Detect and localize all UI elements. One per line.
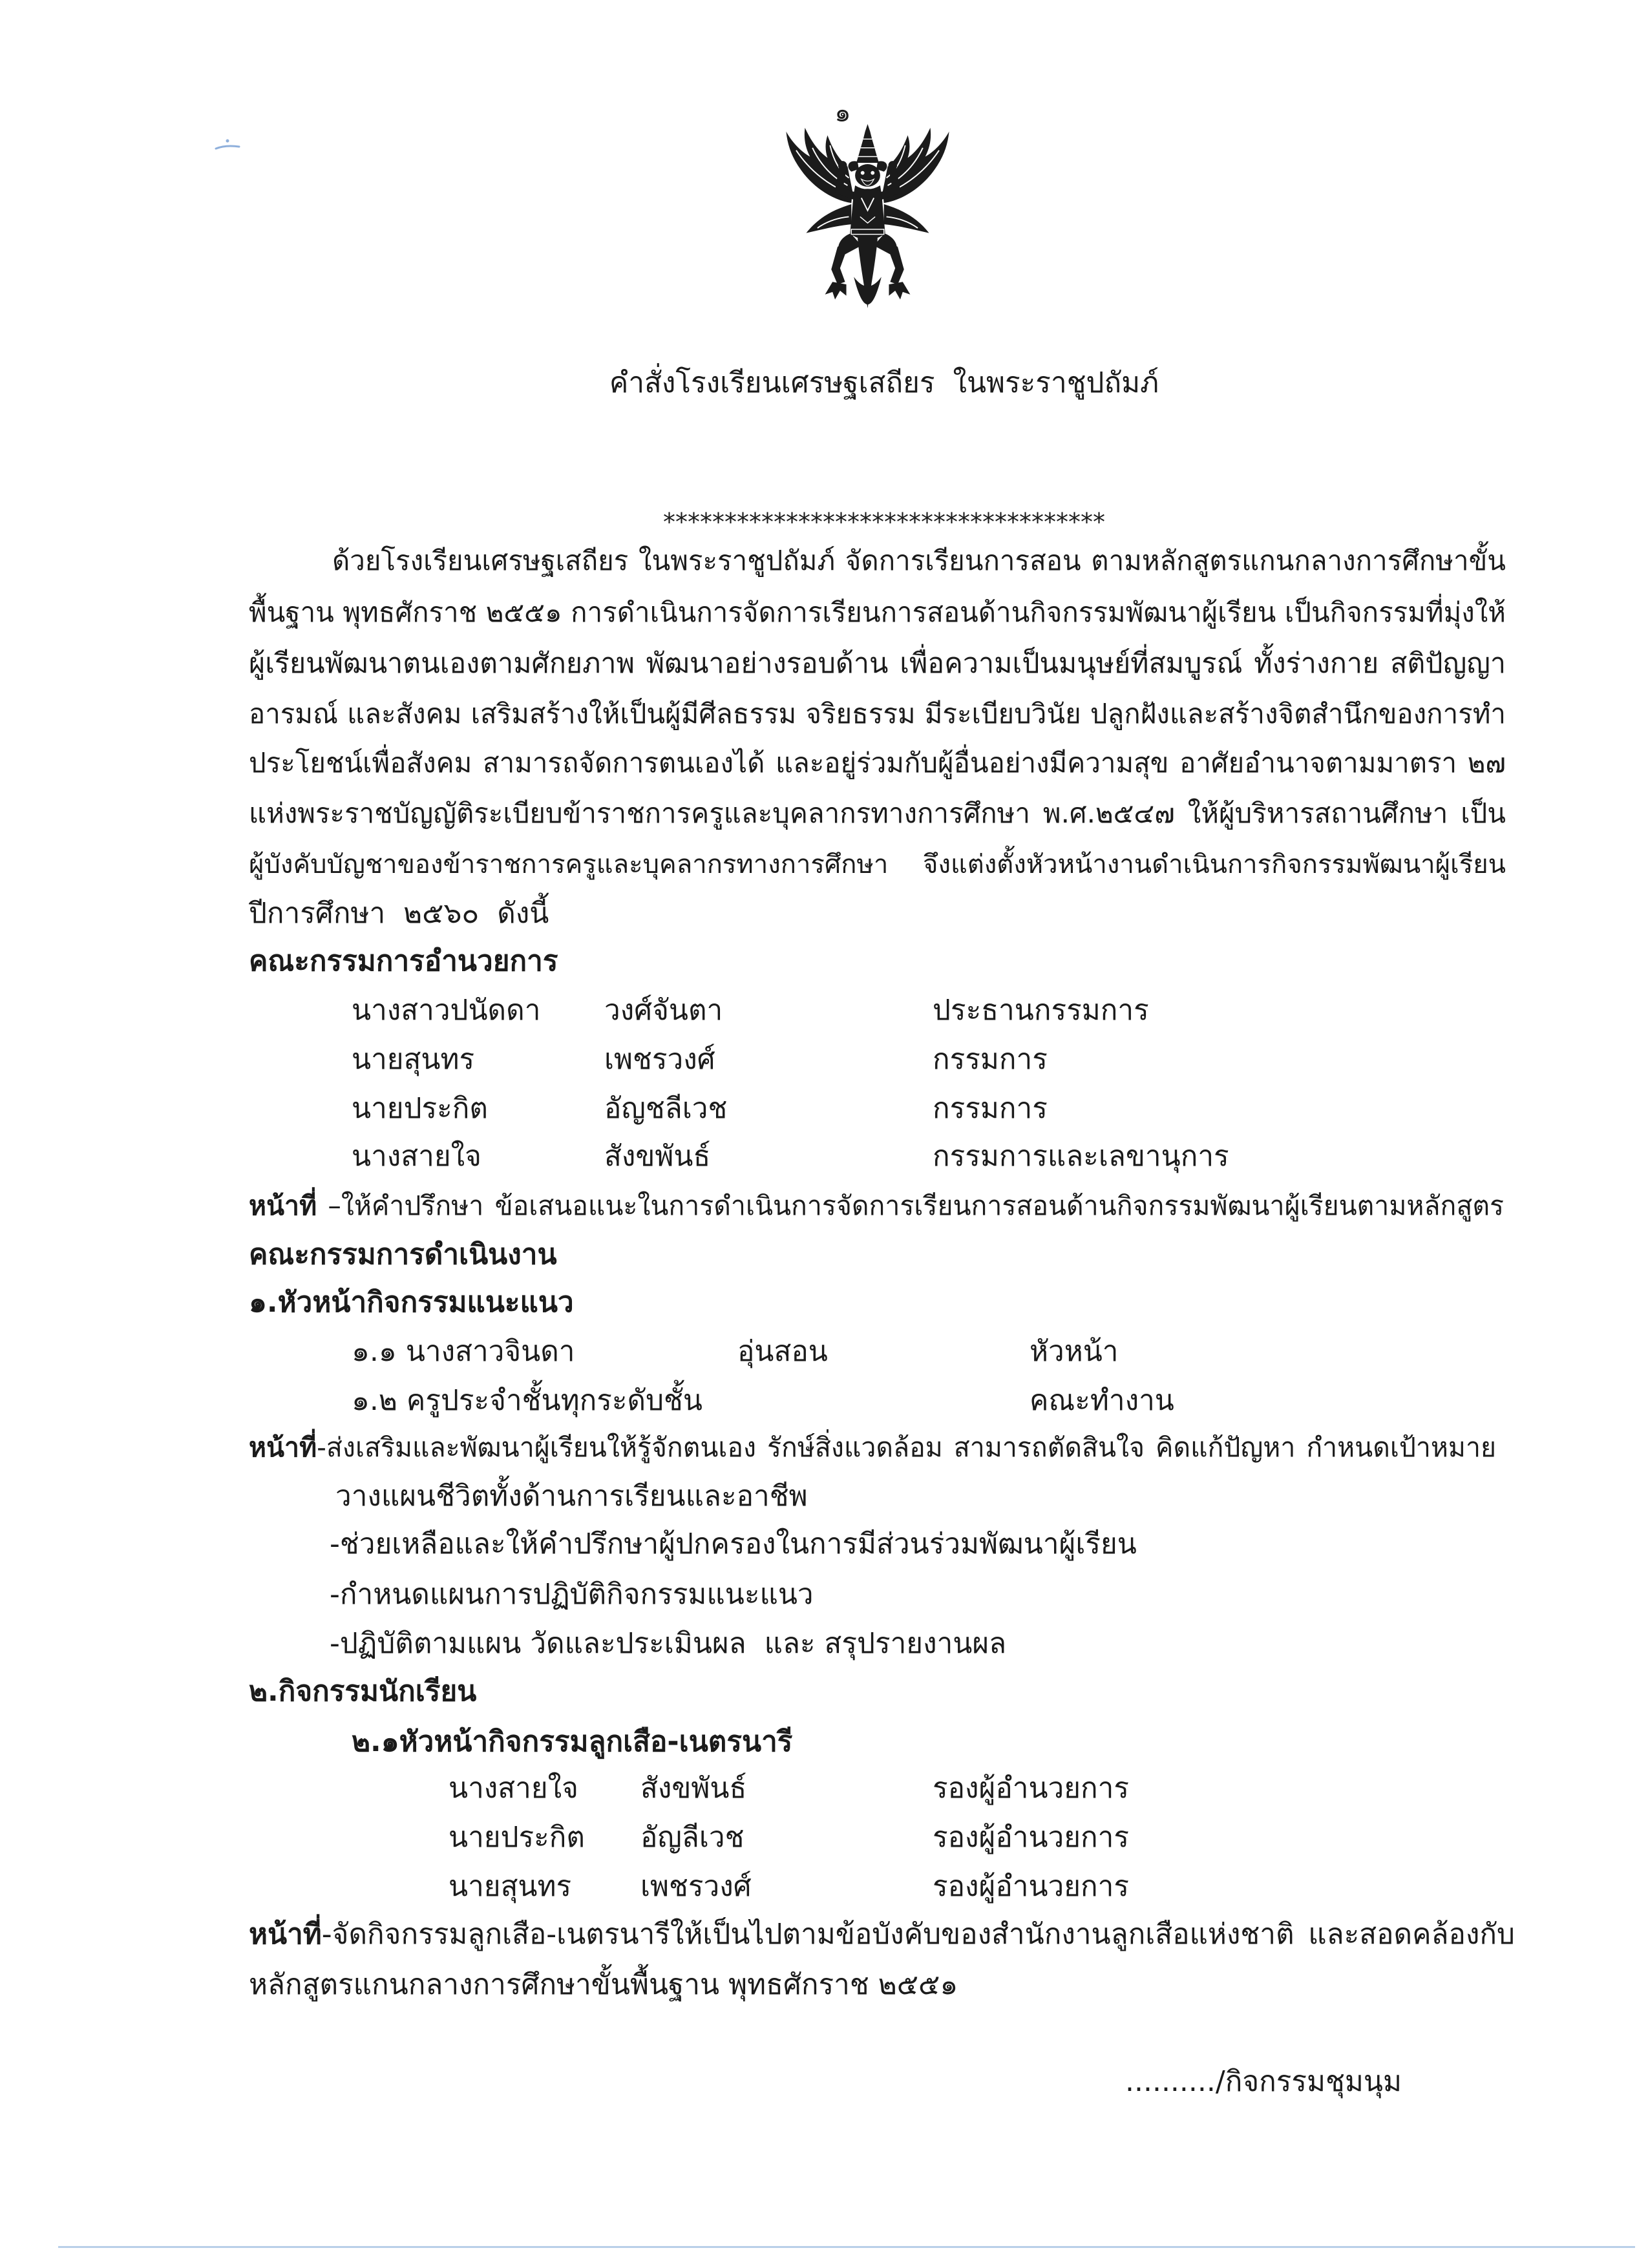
garuda-emblem — [774, 123, 962, 330]
member-role: ประธานกรรมการ — [933, 994, 1149, 1027]
header-separator: ************************************ — [663, 508, 1105, 536]
student-activities-heading: ๒.กิจกรรมนักเรียน — [249, 1675, 477, 1708]
member-surname: วงศ์จันตา — [604, 994, 723, 1027]
member-surname: เพชรวงศ์ — [640, 1870, 752, 1903]
member-name: นายสุนทร — [352, 1043, 475, 1076]
member-surname: อัญชลีเวช — [604, 1092, 728, 1125]
member-name: นายประกิต — [449, 1821, 585, 1854]
intro-line-4: อารมณ์ และสังคม เสริมสร้างให้เป็นผู้มีศีลธรรม จริยธรรม มีระเบียบวินัย ปลูกฝังและสร้างจิตสำนึกของการทำ — [249, 698, 1506, 730]
member-name: ๑.๑ นางสาวจินดา — [352, 1335, 575, 1368]
page-number: ๑ — [834, 98, 851, 128]
intro-line-6: แห่งพระราชบัญญัติระเบียบข้าราชการครูและบุคลากรทางการศึกษา พ.ศ.๒๕๔๗ ให้ผู้บริหารสถานศึกษา เป็น — [249, 797, 1506, 829]
member-surname: สังขพันธ์ — [640, 1772, 747, 1805]
continued-next-page: ........../กิจกรรมชุมนุม — [1125, 2065, 1402, 2098]
duty-label: หน้าที่ — [249, 1432, 317, 1463]
intro-line-2: พื้นฐาน พุทธศักราช ๒๕๕๑ การดำเนินการจัดการเรียนการสอนด้านกิจกรรมพัฒนาผู้เรียน เป็นกิจกรรมที่มุ่งให้ — [249, 596, 1506, 628]
member-name: นายสุนทร — [449, 1870, 572, 1903]
member-name: นายประกิต — [352, 1092, 488, 1125]
duty-label: หน้าที่ — [249, 1918, 322, 1951]
member-surname: อัญลีเวช — [640, 1821, 745, 1854]
steering-duty-line — [249, 1181, 1504, 1230]
duty-text: -ส่งเสริมและพัฒนาผู้เรียนให้รู้จักตนเอง รักษ์สิ่งแวดล้อม สามารถตัดสินใจ คิดแก้ปัญหา กำหนดเป้าหมาย — [317, 1432, 1496, 1463]
member-role: กรรมการและเลขานุการ — [933, 1140, 1229, 1173]
member-name: ๑.๒ ครูประจำชั้นทุกระดับชั้น — [352, 1384, 703, 1417]
duty-text: -จัดกิจกรรมลูกเสือ-เนตรนารีให้เป็นไปตามข้อบังคับของสำนักงานลูกเสือแห่งชาติ และสอดคล้องกับ — [321, 1918, 1515, 1951]
member-name: นางสายใจ — [449, 1772, 578, 1805]
scan-edge-line — [58, 2246, 1635, 2248]
member-role: กรรมการ — [933, 1043, 1048, 1076]
guidance-duty-item: -ปฏิบัติตามแผน วัดและประเมินผล และ สรุปรายงานผล — [330, 1627, 1007, 1660]
emblem-center — [850, 124, 885, 308]
ink-mark — [213, 137, 246, 154]
guidance-duty-item: -ช่วยเหลือและให้คำปรึกษาผู้ปกครองในการมีส่วนร่วมพัฒนาผู้เรียน — [330, 1528, 1137, 1560]
steering-committee-heading: คณะกรรมการอำนวยการ — [249, 945, 558, 978]
order-title: คำสั่งโรงเรียนเศรษฐเสถียร ในพระราชูปถัมภ์ — [609, 366, 1159, 399]
intro-line-8: ปีการศึกษา ๒๕๖๐ ดังนี้ — [249, 897, 549, 930]
guidance-heading: ๑.หัวหน้ากิจกรรมแนะแนว — [249, 1286, 574, 1319]
member-surname: อุ่นสอน — [737, 1335, 828, 1368]
duty-text: –ให้คำปรึกษา ข้อเสนอแนะในการดำเนินการจัดการเรียนการสอนด้านกิจกรรมพัฒนาผู้เรียนตามหลักสูตร — [328, 1190, 1504, 1221]
intro-line-3: ผู้เรียนพัฒนาตนเองตามศักยภาพ พัฒนาอย่างรอบด้าน เพื่อความเป็นมนุษย์ที่สมบูรณ์ ทั้งร่างกาย สติปัญญา — [249, 647, 1506, 680]
member-surname: เพชรวงศ์ — [604, 1043, 715, 1076]
member-role: กรรมการ — [933, 1092, 1048, 1125]
guidance-duty-line-1 — [249, 1423, 1496, 1472]
intro-line-1: ด้วยโรงเรียนเศรษฐเสถียร ในพระราชูปถัมภ์ จัดการเรียนการสอน ตามหลักสูตรแกนกลางการศึกษาขั้น — [332, 545, 1506, 576]
member-role: รองผู้อำนวยการ — [933, 1821, 1130, 1854]
guidance-duty-line-2: วางแผนชีวิตทั้งด้านการเรียนและอาชีพ — [335, 1480, 808, 1513]
emblem-right-half — [874, 128, 949, 300]
member-name: นางสายใจ — [352, 1140, 481, 1173]
operating-committee-heading: คณะกรรมการดำเนินงาน — [249, 1238, 557, 1271]
member-role: รองผู้อำนวยการ — [933, 1870, 1130, 1903]
member-role: รองผู้อำนวยการ — [933, 1772, 1130, 1805]
member-surname: สังขพันธ์ — [604, 1140, 711, 1173]
duty-label: หน้าที่ — [249, 1190, 317, 1221]
scouts-heading: ๒.๑หัวหน้ากิจกรรมลูกเสือ-เนตรนารี — [352, 1725, 793, 1758]
guidance-duty-item: -กำหนดแผนการปฏิบัติกิจกรรมแนะแนว — [330, 1578, 814, 1611]
emblem-left-half — [786, 128, 861, 300]
member-role: คณะทำงาน — [1030, 1384, 1174, 1417]
intro-line-5: ประโยชน์เพื่อสังคม สามารถจัดการตนเองได้ และอยู่ร่วมกับผู้อื่นอย่างมีความสุข อาศัยอำนาจตามมาตรา ๒๗ — [249, 747, 1506, 779]
member-name: นางสาวปนัดดา — [352, 994, 541, 1027]
scouts-duty-line-1 — [249, 1910, 1515, 1959]
member-role: หัวหน้า — [1030, 1335, 1119, 1368]
scouts-duty-line-2: หลักสูตรแกนกลางการศึกษาขั้นพื้นฐาน พุทธศักราช ๒๕๕๑ — [249, 1968, 958, 2001]
intro-line-7: ผู้บังคับบัญชาของข้าราชการครูและบุคลากรทางการศึกษา จึงแต่งตั้งหัวหน้างานดำเนินการกิจกรรมพัฒนาผู้เรียน — [249, 850, 1506, 879]
order-number-line — [452, 403, 1316, 452]
order-subject-line — [428, 450, 1436, 499]
